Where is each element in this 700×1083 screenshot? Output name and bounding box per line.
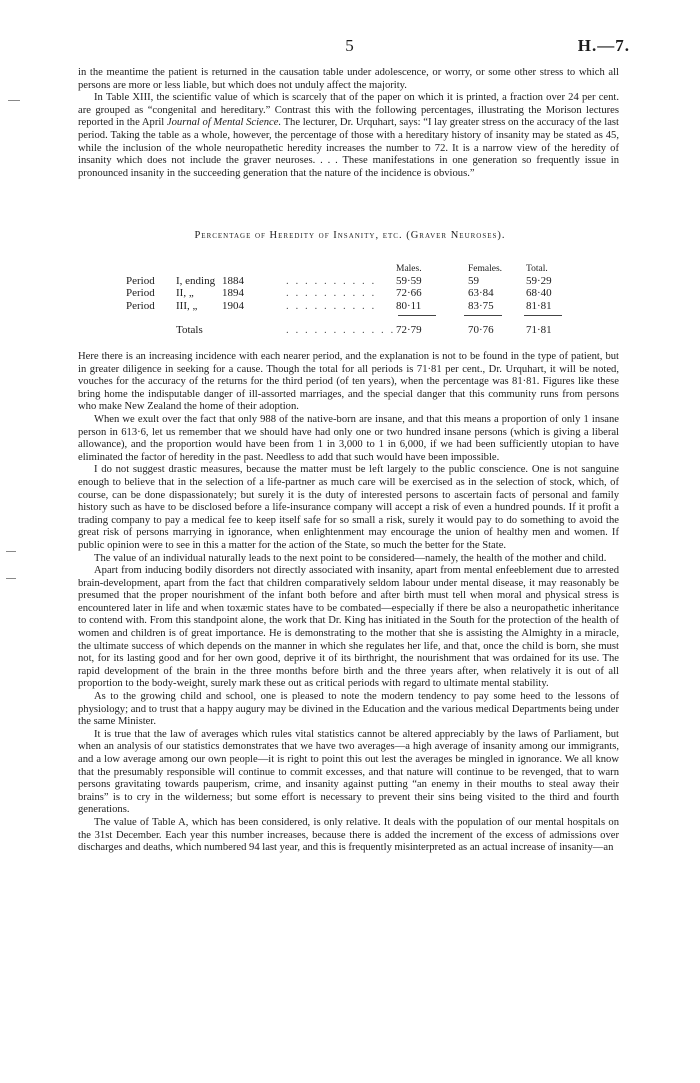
period-year: 1884 <box>222 275 244 288</box>
paragraph: Here there is an increasing incidence with each nearer period, and the explanation is not to be found in the type of patient, but in greater diligence in seeking for a cause. Though the total for all periods is 71·81 per cent., Dr. Urquhart, it will be noted, vouches for the accuracy of the returns for the third period (of ten years), when the percentage was 81·81. Figures like these bring home the indisputable danger of ill-assorted marriages, and the special danger that this community runs from persons who make New Zealand the home of their adoption. <box>78 351 619 413</box>
females-total: 70·76 <box>468 323 494 336</box>
males-value: 80·11 <box>396 299 422 312</box>
sum-rule <box>464 315 502 316</box>
total-value: 59·29 <box>526 275 552 288</box>
paragraph: Apart from inducing bodily disorders not directly associated with insanity, apart from mental enfeeblement due to arrested brain-development, apart from the fact that children comparatively seldom labour under mental disease, it may reasonably be presumed that the proper nourishment of the infant both before and after birth must tell when moral and physical stress is encountered later in life and when toxæmic states have to be combated—especially if there be also a neuropathetic inheritance to contend with. From this standpoint alone, the work that Dr. King has initiated in the South for the protection of the health of women and children is of great importance. He is demonstrating to the mother that she is assisting the Almighty in a miracle, the ultimate success of which depends on the manner in which she regulates her life, and that, once the child is born, she must not, for its lasting good and for her own good, deprive it of its birthright, the nourishment that was ordained for its use. The rapid development of the brain in the three months before birth and the three years after, when relatively it is out of all proportion to the body-weight, surely mark these out as critical periods with regard to ultimate mental stability. <box>78 565 619 690</box>
period-label: Period <box>126 287 155 300</box>
document-reference: H.—7. <box>577 36 630 55</box>
paragraph-text: In Table XIII, the scientific value of which is scarcely that of the paper on which it is printed, a fraction over 24 per cent. are grouped as “congenital and hereditary.” Contrast this with the following percentages, illustrating the Morison lectures reported in the April <box>78 92 619 129</box>
journal-title: Journal of Mental Science. <box>166 117 282 129</box>
paragraph: The value of an individual naturally leads to the next point to be considered—namely, the health of the mother and child. <box>94 552 607 564</box>
dot-leader: . . . . . . . . . . <box>286 287 377 300</box>
grand-total: 71·81 <box>526 323 552 336</box>
margin-mark <box>6 551 16 552</box>
column-header-females: Females. <box>468 264 503 274</box>
period-numeral: III, „ <box>176 299 198 312</box>
dot-leader: . . . . . . . . . . <box>286 275 377 288</box>
paragraph: When we exult over the fact that only 988 of the native-born are insane, and that this means a proportion of only 1 insane person in 613·6, let us remember that we should have had only one or two hundred insane persons (which is giving a liberal allowance), and the proportion would have been from 1 in 3,000 to 1 in 6,000, if we had been sufficiently utopian to have eliminated the factor of heredity in the past. Needless to add that such would have been impossible. <box>78 413 619 463</box>
paragraph: As to the growing child and school, one is pleased to note the modern tendency to pay some heed to the lessons of physiology; and to trust that a happy augury may be divined in the Education and the various medical Departments being under the same Minister. <box>78 691 619 728</box>
males-value: 72·66 <box>396 287 422 300</box>
paragraph: The value of Table A, which has been considered, is only relative. It deals with the population of our mental hospitals on the 31st December. Each year this number increases, because there is added the increment of the excess of admissions over discharges and deaths, which numbered 94 last year, and this is frequently misinterpreted as an actual increase of insanity—an <box>78 816 619 854</box>
females-value: 83·75 <box>468 299 494 312</box>
females-value: 59 <box>468 275 479 288</box>
totals-label: Totals <box>176 323 203 336</box>
period-year: 1894 <box>222 287 244 300</box>
table-row <box>126 287 556 299</box>
paragraph <box>78 92 619 180</box>
paragraph: in the meantime the patient is returned in the causation table under adolescence, or worry, or some other stress to which all persons are more or less liable, but which does not unduly affect the majority. <box>78 67 619 91</box>
paragraph: It is true that the law of averages which rules vital statistics cannot be altered appreciably by the laws of Parliament, but when an analysis of our statistics demonstrates that we have two averages—a high average of insanity among our immigrants, and a low average among our own people—it is right to point this out lest the averages be mingled in ignorance. We all know that the presumably responsible will continue to commit excesses, and that nature will continue to be revenged, that to warn persons gravitating towards pauperism, crime, and insanity against putting “an enemy in their mouths to steal away their brains” is to cry in the wilderness; but some effort is necessary to prevent their sins being visited to the third and fourth generations. <box>78 728 619 816</box>
table-header-row <box>126 263 556 275</box>
body-text-block <box>78 351 619 855</box>
sum-rule <box>524 315 562 316</box>
page-number: 5 <box>345 36 355 55</box>
total-value: 81·81 <box>526 299 552 312</box>
paragraph: I do not suggest drastic measures, because the matter must be left largely to the public conscience. One is not sanguine enough to believe that in the selection of a life-partner as much care will be exercised as in the selection of stock, which, of course, can be done dispassionately; but surely it is the duty of interested persons to ascertain facts of personal and family history such as have to be disclosed before a life-insurance company will accept a risk of even a hundred pounds. If it profit a trading company to pay a medical fee to keep itself safe for so small a risk, surely it would pay to do something to avoid the great risk of persons marrying in ignorance, when enlightenment may encourage the union of healthy men and women. If public opinion were to see in this a matter for the action of the State, so much the better for the State. <box>78 464 619 551</box>
dot-leader: . . . . . . . . . . . . <box>286 323 396 336</box>
dot-leader: . . . . . . . . . . <box>286 299 377 312</box>
males-value: 59·59 <box>396 275 422 288</box>
period-label: Period <box>126 275 155 288</box>
column-header-males: Males. <box>396 264 422 274</box>
margin-mark <box>6 578 16 579</box>
period-label: Period <box>126 299 155 312</box>
table-row <box>126 275 556 287</box>
intro-text-block <box>78 67 619 180</box>
table-row <box>126 300 556 312</box>
heredity-table <box>126 263 556 336</box>
table-title: Percentage of Heredity of Insanity, etc. (Graver Neuroses). <box>194 230 506 241</box>
paragraph-text: The lecturer, Dr. Urquhart, says: “I lay greater stress on the accuracy of the last period. Taking the table as a whole, however, the percentage of those with a hereditary history of insanity may be stated as 45, while the inclusion of the whole neuropathetic heredity increases the number to 72. It is a narrow view of the heredity of insanity which does not include the graver neuroses. . . . These manifestations in one generation so frequently issue in pronounced insanity in the succeeding generation that the nature of the incidence is obvious.” <box>78 117 619 179</box>
total-value: 68·40 <box>526 287 552 300</box>
sum-rule <box>398 315 436 316</box>
females-value: 63·84 <box>468 287 494 300</box>
males-total: 72·79 <box>396 323 422 336</box>
period-numeral: II, „ <box>176 287 194 300</box>
period-year: 1904 <box>222 299 244 312</box>
totals-row <box>126 324 556 336</box>
period-numeral: I, ending <box>176 275 216 288</box>
column-header-total: Total. <box>526 264 548 274</box>
margin-mark <box>8 100 20 101</box>
